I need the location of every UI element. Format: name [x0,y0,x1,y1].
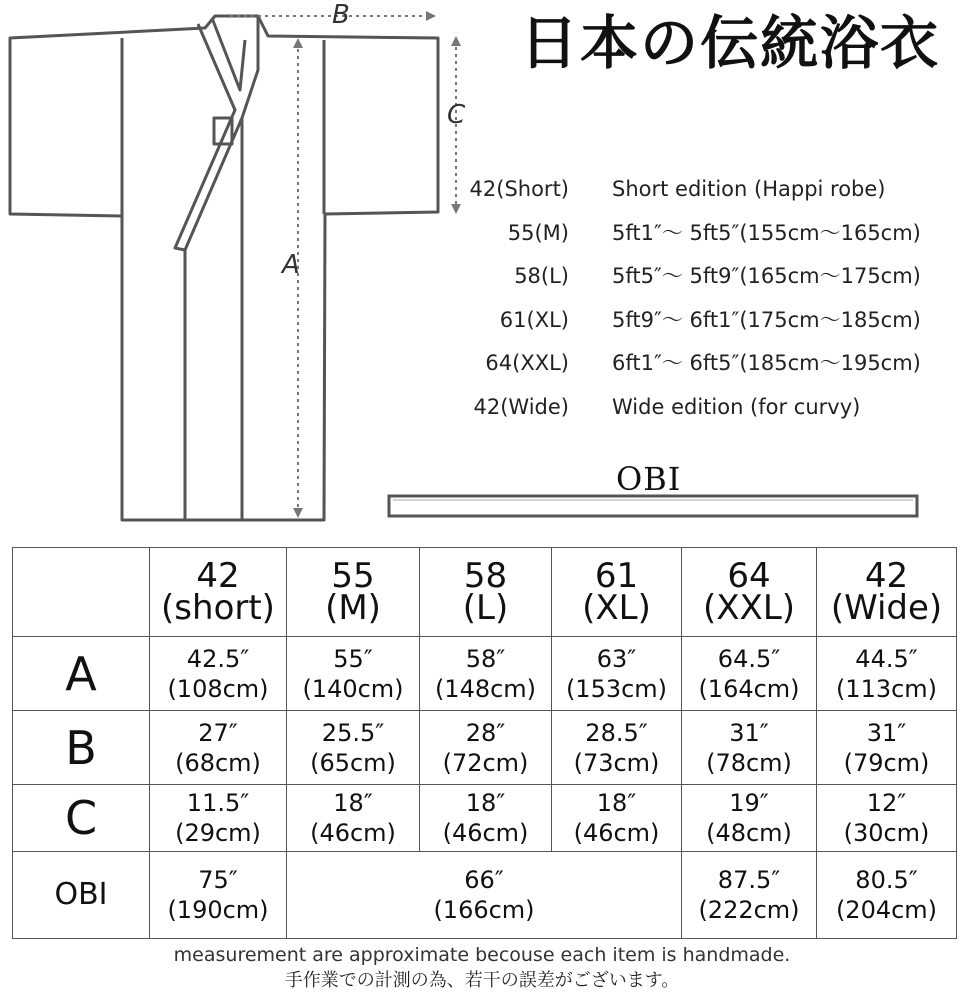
legend-description: 5ft5″～ 5ft9″(165cm～175cm) [612,264,921,288]
table-cell: 27″ (68cm) [150,711,287,785]
table-cell-merged: 66″ (166cm) [287,852,682,939]
table-cell: 28.5″ (73cm) [552,711,682,785]
dimension-c-label: C [447,100,466,130]
legend-row [470,212,964,256]
dimension-b-label: B [332,0,350,30]
legend-code: 64(XXL) [485,351,569,375]
legend-code: 61(XL) [499,307,569,332]
arrow-b-right [426,11,436,21]
table-row [13,711,957,785]
table-cell: 11.5″ (29cm) [150,785,287,852]
table-row [13,785,957,852]
table-header-row [13,548,957,637]
legend-row [470,255,964,299]
dimension-a-label: A [282,250,300,280]
table-cell: 18″ (46cm) [287,785,420,852]
table-cell: 12″ (30cm) [817,785,957,852]
yukata-outline [10,16,438,520]
collar-inner [212,18,245,90]
table-header-cell: 42 (Wide) [817,548,957,637]
row-label: OBI [13,852,150,939]
legend-row [470,299,964,343]
arrow-c-top [451,36,461,46]
size-legend [470,168,964,429]
table-cell: 28″ (72cm) [420,711,552,785]
table-cell: 58″ (148cm) [420,637,552,711]
legend-code: 58(L) [514,264,569,288]
legend-code: 42(Wide) [473,394,569,419]
arrow-a-top [293,38,303,48]
table-cell: 80.5″ (204cm) [817,852,957,939]
row-label: C [13,785,150,852]
row-label: B [13,711,150,785]
measurement-table [12,547,957,939]
table-cell: 25.5″ (65cm) [287,711,420,785]
table-cell: 42.5″ (108cm) [150,637,287,711]
table-cell: 31″ (79cm) [817,711,957,785]
table-cell: 55″ (140cm) [287,637,420,711]
table-cell: 87.5″ (222cm) [682,852,817,939]
footer-note-japanese: 手作業での計測の為、若干の誤差がございます。 [284,970,680,991]
arrow-c-bottom [451,204,461,214]
footer-note-english: measurement are approximate becouse each item is handmade. [173,944,791,966]
obi-label: OBI [616,460,682,498]
table-cell: 31″ (78cm) [682,711,817,785]
yukata-diagram [0,0,480,530]
table-row-obi [13,852,957,939]
obi-drawing [387,494,919,518]
row-label: A [13,637,150,711]
legend-description: 6ft1″～ 6ft5″(185cm～195cm) [612,351,921,375]
table-header-cell: 58 (L) [420,548,552,637]
legend-description: 5ft9″～ 6ft1″(175cm～185cm) [612,307,921,332]
legend-row [470,386,964,430]
table-cell: 44.5″ (113cm) [817,637,957,711]
collar [175,16,258,250]
legend-description: 5ft1″～ 5ft5″(155cm～165cm) [612,220,921,245]
table-header-cell: 61 (XL) [552,548,682,637]
legend-row [470,342,964,386]
legend-description: Short edition (Happi robe) [612,177,886,201]
table-cell: 75″ (190cm) [150,852,287,939]
page-title: 日本の伝統浴衣 [520,9,941,77]
table-cell: 18″ (46cm) [420,785,552,852]
legend-description: Wide edition (for curvy) [612,394,861,419]
legend-row [470,168,964,212]
table-cell: 63″ (153cm) [552,637,682,711]
table-row [13,637,957,711]
arrow-a-bottom [293,508,303,518]
legend-code: 55(M) [507,220,569,245]
table-cell: 64.5″ (164cm) [682,637,817,711]
table-header-cell: 55 (M) [287,548,420,637]
legend-code: 42(Short) [469,177,569,201]
table-corner-cell [13,548,150,637]
table-cell: 19″ (48cm) [682,785,817,852]
table-header-cell: 42 (short) [150,548,287,637]
table-header-cell: 64 (XXL) [682,548,817,637]
table-cell: 18″ (46cm) [552,785,682,852]
